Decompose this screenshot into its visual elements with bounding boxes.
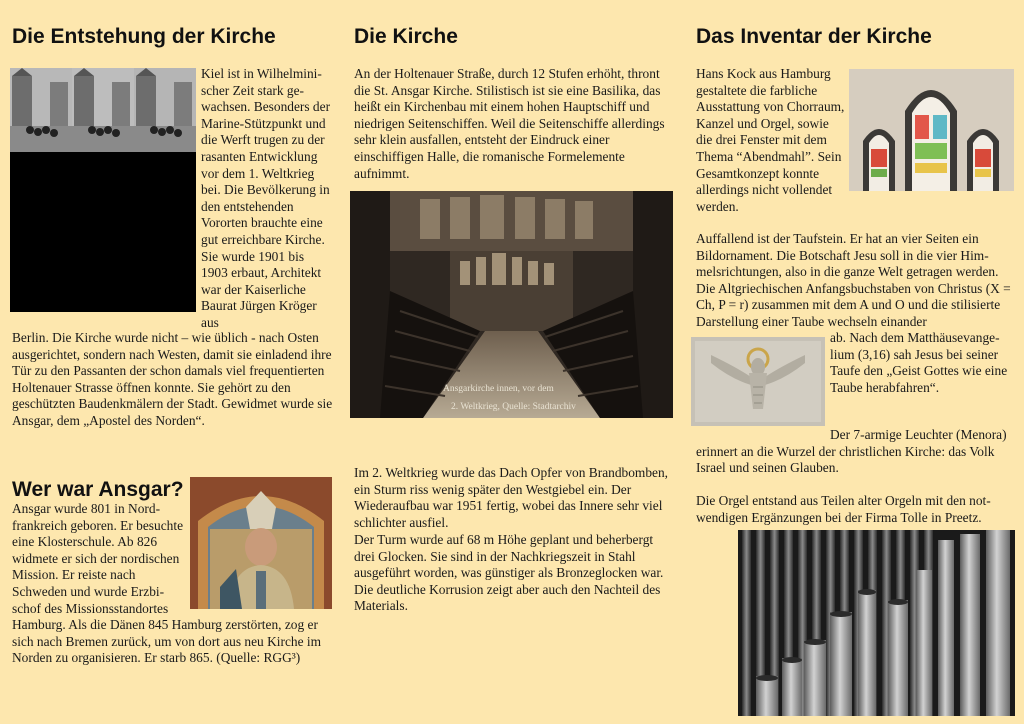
text-kock: Hans Kock aus Hamburg gestaltete die farbliche Ausstattung von Chorraum, Kanzel und Orgel, sowie die drei Fenster mit dem Thema “Abendmahl”. Sein Gesamtkonzept konnte allerdings nicht vollendet werden. xyxy=(696,66,845,214)
heading-inventar: Das Inventar der Kirche xyxy=(696,25,932,48)
text-orgel: Die Orgel entstand aus Teilen alter Orgeln mit den notwendigen Ergänzungen bei der Firma Tolle in Preetz. xyxy=(696,493,991,525)
text-taufstein-right: ab. Nach dem Matthäusevangelium (3,16) sah Jesus bei seiner Taufe den „Geist Gottes wie eine Taube herabfahren“. xyxy=(830,330,1008,395)
photo-caption-line2: 2. Weltkrieg, Quelle: Stadtarchiv xyxy=(451,402,576,412)
text-entstehung-bottom: Berlin. Die Kirche wurde nicht – wie üblich - nach Osten ausgerichtet, sondern nach Westen, damit sie einladend ihre Tür zu den Passanten der schon damals viel frequentierten Holtenauer Strasse öffnen konnte. Sie gehört zu den geschützten Baudenkmälern der Stadt. Gewidmet wurde sie Ansgar, dem „Apostel des Norden“. xyxy=(12,330,333,428)
text-taufstein-top: Auffallend ist der Taufstein. Er hat an vier Seiten ein Bildornament. Die Botschaft Jesu soll in die vier Himmelsrichtungen, also in die ganze Welt getragen werden. Die Altgriechischen Anfangsbuchstaben von Christus (X = Ch, P = r) zusammen mit dem A und O und die stilisierte Darstellung einer Taube wechseln einander xyxy=(696,231,1011,329)
baptismal-font-relief-photo xyxy=(691,337,825,426)
heading-entstehung: Die Entstehung der Kirche xyxy=(12,25,276,48)
black-image-block xyxy=(10,152,196,312)
ansgar-mosaic-image xyxy=(190,477,332,609)
text-ansgar-top: Ansgar wurde 801 in Nordfrankreich geboren. Er besuchte eine Klosterschule. Ab 826 widmete er sich der nordischen Mission. Er reiste nach Schweden und wurde Erzbischof des Missionsstandortes xyxy=(12,501,184,616)
text-ansgar-bottom: Hamburg. Als die Dänen 845 Hamburg zerstörten, zog er sich nach Bremen zurück, um von dort aus neu Kirche im Norden zu organisieren. Er starb 865. (Quelle: RGG³) xyxy=(12,617,322,666)
text-kirche-intro: An der Holtenauer Straße, durch 12 Stufen erhöht, thront die St. Ansgar Kirche. Stilistisch ist sie eine Basilika, das heißt ein Kirchenbau mit einem hohen Hauptschiff und niedrigen Seitenschiffen. Weil die Seitenschiffe allerdings sehr klein ausfallen, entsteht der Eindruck einer einschiffigen Halle, die romanische Formelemente aufnimmt. xyxy=(354,66,665,181)
text-menora: Der 7-armige Leuchter (Menora) erinnert an die Wurzel der christlichen Kirche: das Volk Israel und seinen Glauben. xyxy=(696,427,1007,476)
text-entstehung-top: Kiel ist in Wilhelminischer Zeit stark gewachsen. Besonders der Marine-Stützpunkt und die Werft trugen zu der rasanten Entwicklung vor dem 1. Weltkrieg bei. Die Bevölkerung in den entstehenden Vororten brauchte eine gut erreichbare Kirche. Sie wurde 1901 bis 1903 erbaut, Architekt war der Kaiserliche Baurat Jürgen Kröger aus xyxy=(201,66,331,330)
heading-kirche: Die Kirche xyxy=(354,25,458,48)
historic-photos-strip xyxy=(10,68,196,152)
stained-glass-windows-photo xyxy=(849,69,1014,191)
text-kirche-tower: Der Turm wurde auf 68 m Höhe geplant und beherbergt drei Glocken. Sie sind in der Nachkriegszeit in Stahl ausgeführt worden, was günstiger als Bronzeglocken war. Die deutliche Korrusion zeigt aber auch den Nachteil des Materials. xyxy=(354,532,664,614)
photo-caption-line1: Ansgarkirche innen, vor dem xyxy=(443,384,554,394)
text-kirche-war: Im 2. Weltkrieg wurde das Dach Opfer von Brandbomben, ein Sturm riss wenig später den Westgiebel ein. Der Wiederaufbau war 1951 fertig, wobei das Innere sehr viel schlichter ausfiel. xyxy=(354,465,669,530)
heading-ansgar: Wer war Ansgar? xyxy=(12,478,184,501)
organ-pipes-photo xyxy=(738,530,1015,716)
